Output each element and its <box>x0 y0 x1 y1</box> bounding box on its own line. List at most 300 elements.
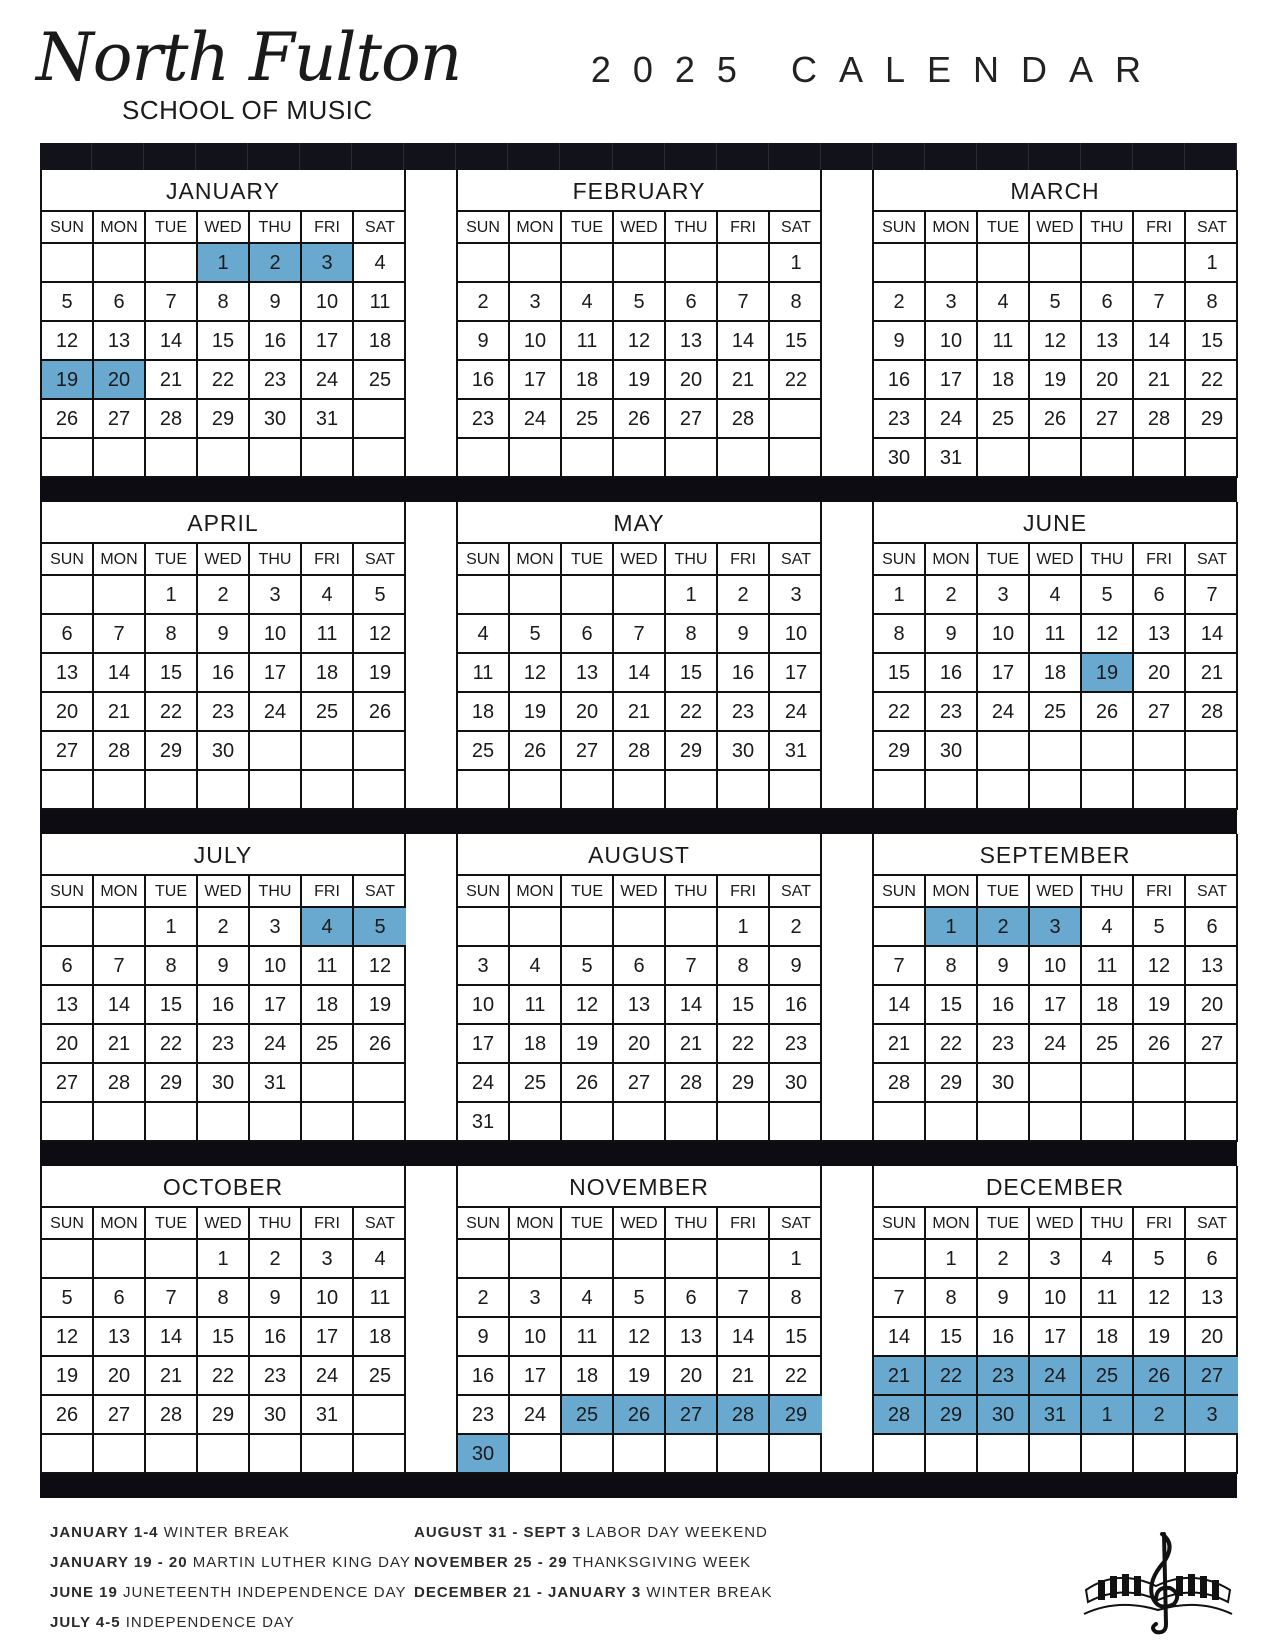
band-segment <box>821 143 873 170</box>
day-cell: 11 <box>302 947 354 986</box>
empty-day-cell <box>510 908 562 947</box>
day-cell: 10 <box>302 283 354 322</box>
day-cell: 7 <box>874 947 926 986</box>
month-february <box>458 170 822 478</box>
calendar-separator-band <box>40 810 1237 834</box>
day-cell: 16 <box>458 361 510 400</box>
day-cell: 28 <box>874 1396 926 1435</box>
day-cell: 3 <box>302 244 354 283</box>
weekday-label: SAT <box>770 544 822 576</box>
day-cell: 23 <box>978 1025 1030 1064</box>
weekday-label: FRI <box>718 212 770 244</box>
legend-item <box>50 1518 411 1548</box>
day-cell: 12 <box>614 1318 666 1357</box>
day-cell: 14 <box>718 322 770 361</box>
day-cell: 28 <box>146 400 198 439</box>
day-cell: 2 <box>770 908 822 947</box>
empty-day-cell <box>614 244 666 283</box>
empty-day-cell <box>458 439 510 478</box>
day-cell: 31 <box>1030 1396 1082 1435</box>
week-row <box>458 908 820 947</box>
day-cell: 29 <box>146 1064 198 1103</box>
day-cell: 27 <box>94 1396 146 1435</box>
weekday-label: SAT <box>354 544 406 576</box>
day-cell: 10 <box>250 615 302 654</box>
weekday-label: TUE <box>146 1208 198 1240</box>
day-cell: 18 <box>1082 986 1134 1025</box>
day-cell: 8 <box>198 1279 250 1318</box>
weekday-label: TUE <box>562 876 614 908</box>
weekday-label: WED <box>198 876 250 908</box>
day-cell: 5 <box>510 615 562 654</box>
empty-day-cell <box>458 908 510 947</box>
legend-dates: NOVEMBER 25 - 29 <box>414 1554 568 1571</box>
weekday-label: FRI <box>718 1208 770 1240</box>
day-cell: 1 <box>926 1240 978 1279</box>
week-row <box>874 1240 1236 1279</box>
legend-event: INDEPENDENCE DAY <box>120 1614 295 1631</box>
week-row <box>42 1279 404 1318</box>
day-cell: 13 <box>1186 1279 1238 1318</box>
day-cell: 5 <box>1030 283 1082 322</box>
weekday-header <box>42 876 404 908</box>
week-row <box>874 1103 1236 1142</box>
weekday-label: SAT <box>1186 876 1238 908</box>
weekday-label: MON <box>926 1208 978 1240</box>
day-cell: 22 <box>198 1357 250 1396</box>
empty-day-cell <box>198 439 250 478</box>
weekday-label: MON <box>926 544 978 576</box>
week-row <box>42 986 404 1025</box>
day-cell: 29 <box>1186 400 1238 439</box>
day-cell: 12 <box>354 947 406 986</box>
empty-day-cell <box>1082 732 1134 771</box>
day-cell: 25 <box>302 1025 354 1064</box>
day-cell: 24 <box>250 1025 302 1064</box>
empty-day-cell <box>302 439 354 478</box>
band-segment <box>665 143 717 170</box>
empty-day-cell <box>874 908 926 947</box>
day-cell: 24 <box>302 1357 354 1396</box>
day-cell: 1 <box>718 908 770 947</box>
day-cell: 25 <box>978 400 1030 439</box>
empty-day-cell <box>458 576 510 615</box>
calendar-top-band <box>40 143 1237 170</box>
month-name: OCTOBER <box>42 1166 404 1208</box>
empty-day-cell <box>1186 771 1238 810</box>
day-cell: 28 <box>874 1064 926 1103</box>
band-segment <box>977 143 1029 170</box>
day-cell: 29 <box>874 732 926 771</box>
day-cell: 5 <box>354 908 406 947</box>
month-name: APRIL <box>42 502 404 544</box>
day-cell: 27 <box>562 732 614 771</box>
empty-day-cell <box>510 771 562 810</box>
day-cell: 17 <box>926 361 978 400</box>
day-cell: 5 <box>354 576 406 615</box>
empty-day-cell <box>146 1103 198 1142</box>
day-cell: 3 <box>458 947 510 986</box>
day-cell: 6 <box>666 1279 718 1318</box>
weekday-label: TUE <box>978 1208 1030 1240</box>
day-cell: 17 <box>458 1025 510 1064</box>
day-cell: 24 <box>978 693 1030 732</box>
day-cell: 2 <box>926 576 978 615</box>
week-row <box>458 1103 820 1142</box>
empty-day-cell <box>94 1435 146 1474</box>
day-cell: 6 <box>42 615 94 654</box>
weekday-label: WED <box>1030 212 1082 244</box>
day-cell: 18 <box>562 361 614 400</box>
day-cell: 5 <box>42 283 94 322</box>
week-row <box>42 576 404 615</box>
day-cell: 7 <box>874 1279 926 1318</box>
empty-day-cell <box>770 439 822 478</box>
empty-day-cell <box>614 1240 666 1279</box>
day-cell: 4 <box>562 283 614 322</box>
week-row <box>458 693 820 732</box>
empty-day-cell <box>1186 1435 1238 1474</box>
day-cell: 8 <box>146 947 198 986</box>
empty-day-cell <box>874 1240 926 1279</box>
day-cell: 8 <box>770 1279 822 1318</box>
legend-dates: JUNE 19 <box>50 1584 118 1601</box>
day-cell: 17 <box>1030 1318 1082 1357</box>
day-cell: 29 <box>926 1064 978 1103</box>
day-cell: 14 <box>94 986 146 1025</box>
empty-day-cell <box>718 1435 770 1474</box>
weekday-label: FRI <box>1134 1208 1186 1240</box>
band-segment <box>717 143 769 170</box>
calendar-separator-band <box>40 1474 1237 1498</box>
day-cell: 10 <box>510 1318 562 1357</box>
day-cell: 15 <box>198 322 250 361</box>
day-cell: 5 <box>42 1279 94 1318</box>
month-october <box>42 1166 406 1474</box>
empty-day-cell <box>510 1240 562 1279</box>
day-cell: 25 <box>354 1357 406 1396</box>
day-cell: 6 <box>94 1279 146 1318</box>
day-cell: 11 <box>1082 947 1134 986</box>
empty-day-cell <box>1082 1435 1134 1474</box>
empty-day-cell <box>458 244 510 283</box>
day-cell: 3 <box>510 1279 562 1318</box>
day-cell: 11 <box>354 1279 406 1318</box>
band-segment <box>613 143 665 170</box>
day-cell: 19 <box>614 1357 666 1396</box>
week-row <box>42 732 404 771</box>
day-cell: 18 <box>562 1357 614 1396</box>
day-cell: 23 <box>926 693 978 732</box>
month-july <box>42 834 406 1142</box>
day-cell: 7 <box>666 947 718 986</box>
day-cell: 14 <box>1186 615 1238 654</box>
empty-day-cell <box>510 244 562 283</box>
legend-event: WINTER BREAK <box>641 1584 773 1601</box>
day-cell: 14 <box>146 1318 198 1357</box>
day-cell: 22 <box>770 1357 822 1396</box>
empty-day-cell <box>42 439 94 478</box>
day-cell: 23 <box>198 693 250 732</box>
day-cell: 29 <box>770 1396 822 1435</box>
week-row <box>458 1025 820 1064</box>
empty-day-cell <box>718 244 770 283</box>
week-row <box>42 908 404 947</box>
weekday-header <box>458 212 820 244</box>
day-cell: 16 <box>198 654 250 693</box>
week-row <box>458 1396 820 1435</box>
day-cell: 5 <box>1134 908 1186 947</box>
empty-day-cell <box>198 1103 250 1142</box>
empty-day-cell <box>94 244 146 283</box>
day-cell: 26 <box>510 732 562 771</box>
day-cell: 28 <box>94 1064 146 1103</box>
day-cell: 21 <box>874 1357 926 1396</box>
day-cell: 16 <box>198 986 250 1025</box>
empty-day-cell <box>926 1435 978 1474</box>
week-row <box>874 439 1236 478</box>
weekday-label: FRI <box>1134 876 1186 908</box>
empty-day-cell <box>1134 1103 1186 1142</box>
empty-day-cell <box>978 244 1030 283</box>
weekday-label: TUE <box>562 1208 614 1240</box>
day-cell: 13 <box>1186 947 1238 986</box>
empty-day-cell <box>1134 732 1186 771</box>
weekday-label: WED <box>614 544 666 576</box>
year-calendar <box>40 143 1237 1498</box>
weekday-label: MON <box>926 212 978 244</box>
weekday-header <box>874 544 1236 576</box>
empty-day-cell <box>770 771 822 810</box>
day-cell: 6 <box>1134 576 1186 615</box>
week-row <box>458 771 820 810</box>
day-cell: 1 <box>770 244 822 283</box>
week-row <box>874 1435 1236 1474</box>
day-cell: 6 <box>1186 1240 1238 1279</box>
day-cell: 4 <box>354 244 406 283</box>
week-row <box>874 986 1236 1025</box>
week-row <box>42 1103 404 1142</box>
weekday-header <box>874 876 1236 908</box>
weekday-label: FRI <box>302 212 354 244</box>
weekday-label: SUN <box>42 1208 94 1240</box>
empty-day-cell <box>1030 1064 1082 1103</box>
week-row <box>874 947 1236 986</box>
day-cell: 11 <box>1030 615 1082 654</box>
day-cell: 17 <box>510 1357 562 1396</box>
day-cell: 30 <box>718 732 770 771</box>
weekday-label: SUN <box>42 212 94 244</box>
band-segment <box>144 143 196 170</box>
day-cell: 22 <box>926 1357 978 1396</box>
day-cell: 18 <box>302 986 354 1025</box>
empty-day-cell <box>510 576 562 615</box>
day-cell: 1 <box>770 1240 822 1279</box>
band-segment <box>1081 143 1133 170</box>
weekday-header <box>874 212 1236 244</box>
empty-day-cell <box>978 771 1030 810</box>
empty-day-cell <box>666 439 718 478</box>
day-cell: 30 <box>926 732 978 771</box>
month-name: JUNE <box>874 502 1236 544</box>
empty-day-cell <box>926 771 978 810</box>
day-cell: 15 <box>926 1318 978 1357</box>
month-january <box>42 170 406 478</box>
day-cell: 26 <box>354 693 406 732</box>
weekday-label: MON <box>510 212 562 244</box>
weekday-label: THU <box>666 1208 718 1240</box>
day-cell: 13 <box>1134 615 1186 654</box>
day-cell: 17 <box>978 654 1030 693</box>
day-cell: 24 <box>1030 1357 1082 1396</box>
day-cell: 28 <box>1134 400 1186 439</box>
day-cell: 13 <box>666 322 718 361</box>
empty-day-cell <box>458 771 510 810</box>
week-row <box>458 1240 820 1279</box>
day-cell: 17 <box>770 654 822 693</box>
band-segment <box>873 143 925 170</box>
day-cell: 10 <box>770 615 822 654</box>
weekday-label: WED <box>198 212 250 244</box>
day-cell: 7 <box>718 1279 770 1318</box>
band-segment <box>248 143 300 170</box>
weekday-label: MON <box>94 544 146 576</box>
weekday-label: SAT <box>1186 1208 1238 1240</box>
day-cell: 17 <box>302 1318 354 1357</box>
day-cell: 2 <box>250 244 302 283</box>
day-cell: 11 <box>562 322 614 361</box>
day-cell: 18 <box>1030 654 1082 693</box>
day-cell: 4 <box>1082 908 1134 947</box>
day-cell: 16 <box>250 322 302 361</box>
band-segment <box>925 143 977 170</box>
day-cell: 21 <box>666 1025 718 1064</box>
empty-day-cell <box>354 1396 406 1435</box>
day-cell: 23 <box>458 1396 510 1435</box>
week-row <box>874 1357 1236 1396</box>
weekday-label: WED <box>614 212 666 244</box>
day-cell: 20 <box>666 1357 718 1396</box>
day-cell: 16 <box>718 654 770 693</box>
month-row <box>40 834 1237 1142</box>
logo-script-text: North Fulton <box>36 19 462 96</box>
empty-day-cell <box>94 908 146 947</box>
day-cell: 21 <box>146 1357 198 1396</box>
day-cell: 1 <box>146 908 198 947</box>
empty-day-cell <box>198 1435 250 1474</box>
weekday-label: THU <box>1082 212 1134 244</box>
band-segment <box>92 143 144 170</box>
empty-day-cell <box>666 244 718 283</box>
week-row <box>874 1025 1236 1064</box>
empty-day-cell <box>94 1240 146 1279</box>
empty-day-cell <box>562 771 614 810</box>
week-row <box>874 1064 1236 1103</box>
day-cell: 23 <box>874 400 926 439</box>
day-cell: 21 <box>146 361 198 400</box>
day-cell: 9 <box>458 1318 510 1357</box>
day-cell: 1 <box>666 576 718 615</box>
day-cell: 13 <box>42 986 94 1025</box>
legend-column-right <box>414 1518 773 1608</box>
month-gap-column <box>822 1166 874 1474</box>
day-cell: 29 <box>926 1396 978 1435</box>
day-cell: 25 <box>302 693 354 732</box>
empty-day-cell <box>250 1103 302 1142</box>
weekday-label: TUE <box>978 212 1030 244</box>
day-cell: 14 <box>614 654 666 693</box>
empty-day-cell <box>1186 1064 1238 1103</box>
day-cell: 8 <box>146 615 198 654</box>
band-segment <box>300 143 352 170</box>
logo-subtitle: SCHOOL OF MUSIC <box>122 95 373 125</box>
band-segment <box>1185 143 1237 170</box>
day-cell: 20 <box>1186 986 1238 1025</box>
day-cell: 22 <box>926 1025 978 1064</box>
day-cell: 1 <box>1186 244 1238 283</box>
day-cell: 13 <box>1082 322 1134 361</box>
day-cell: 6 <box>42 947 94 986</box>
week-row <box>874 283 1236 322</box>
legend-item <box>50 1608 411 1638</box>
day-cell: 26 <box>562 1064 614 1103</box>
legend-event: THANKSGIVING WEEK <box>567 1554 752 1571</box>
week-row <box>874 1396 1236 1435</box>
empty-day-cell <box>978 732 1030 771</box>
empty-day-cell <box>666 1103 718 1142</box>
day-cell: 30 <box>198 1064 250 1103</box>
day-cell: 24 <box>510 400 562 439</box>
day-cell: 23 <box>198 1025 250 1064</box>
day-cell: 25 <box>1082 1357 1134 1396</box>
day-cell: 7 <box>94 947 146 986</box>
day-cell: 24 <box>250 693 302 732</box>
week-row <box>42 283 404 322</box>
day-cell: 18 <box>978 361 1030 400</box>
week-row <box>42 400 404 439</box>
day-cell: 8 <box>926 947 978 986</box>
day-cell: 31 <box>250 1064 302 1103</box>
day-cell: 13 <box>94 322 146 361</box>
day-cell: 13 <box>42 654 94 693</box>
week-row <box>42 1064 404 1103</box>
day-cell: 2 <box>250 1240 302 1279</box>
legend-column-left <box>50 1518 411 1638</box>
week-row <box>42 615 404 654</box>
empty-day-cell <box>718 1103 770 1142</box>
weekday-header <box>42 1208 404 1240</box>
empty-day-cell <box>614 771 666 810</box>
day-cell: 19 <box>1134 986 1186 1025</box>
month-march <box>874 170 1238 478</box>
empty-day-cell <box>354 771 406 810</box>
empty-day-cell <box>1186 439 1238 478</box>
weekday-label: MON <box>926 876 978 908</box>
week-row <box>458 439 820 478</box>
day-cell: 5 <box>614 283 666 322</box>
day-cell: 22 <box>718 1025 770 1064</box>
weekday-label: THU <box>1082 1208 1134 1240</box>
week-row <box>458 361 820 400</box>
day-cell: 23 <box>978 1357 1030 1396</box>
empty-day-cell <box>146 1240 198 1279</box>
day-cell: 2 <box>978 1240 1030 1279</box>
week-row <box>458 322 820 361</box>
day-cell: 26 <box>1030 400 1082 439</box>
day-cell: 26 <box>354 1025 406 1064</box>
day-cell: 7 <box>94 615 146 654</box>
month-name: AUGUST <box>458 834 820 876</box>
